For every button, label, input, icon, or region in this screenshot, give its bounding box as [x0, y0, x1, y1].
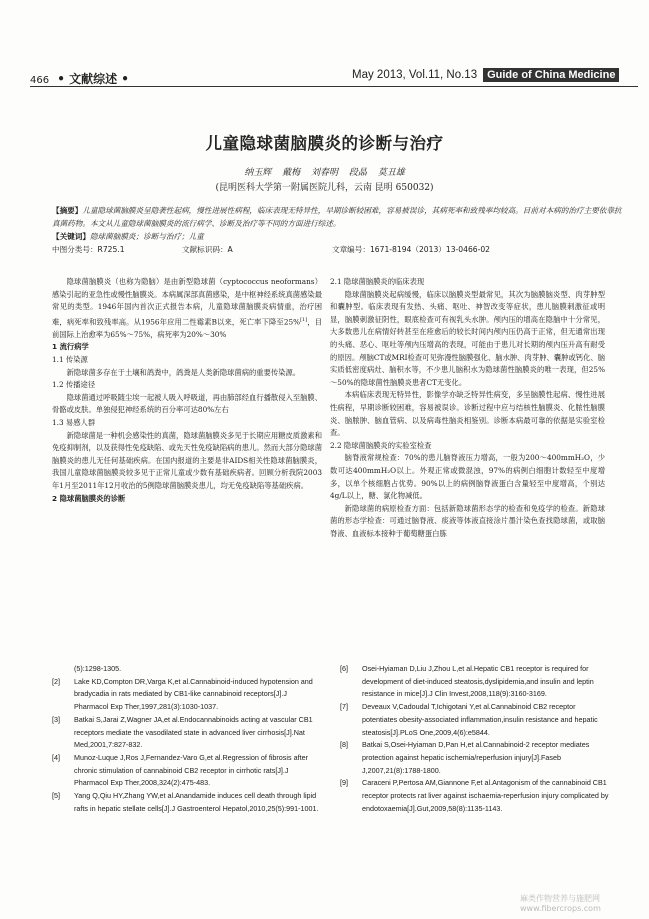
- section-heading: [52, 493, 322, 506]
- reference-item: [340, 701, 610, 739]
- abstract: [52, 204, 622, 230]
- paragraph-text: 1.1 传染源: [52, 354, 88, 364]
- document-code: 文献标识码：A: [182, 245, 233, 254]
- article-authors: 纳玉辉 戴梅 刘春明 段晶 莫丑雄: [244, 168, 405, 178]
- reference-item: [52, 663, 322, 676]
- section-heading: [330, 440, 605, 453]
- reference-number: [9]: [340, 778, 348, 788]
- body-paragraph: [330, 289, 605, 390]
- reference-number: [52, 663, 74, 676]
- body-paragraph: [52, 430, 322, 493]
- references-right: [340, 663, 610, 815]
- header-rule: [30, 86, 638, 87]
- paragraph-text: ，目前国际上治愈率为65%～75%，病死率为20%～30%: [52, 317, 323, 339]
- reference-item: [340, 663, 610, 701]
- reference-text: (5):1298-1305.: [74, 664, 122, 673]
- reference-text: Caraceni P,Pertosa AM,Giannone F,et al.Antagonism of the cannabinoid CB1 receptor protects rat liver against ischaemia-reperfusion injury complicated by endotoxaemia[J].Gut,2009,58(8):1135-1143.: [362, 778, 609, 813]
- paragraph-text: 隐球菌脑膜炎起病缓慢，临床以脑膜炎型最常见，其次为脑膜脑炎型、肉芽肿型和囊肿型。临床表现有发热、头痛、呕吐、神智改变等症状，患儿脑膜刺激征或明显，脑膜刺激征阴性，眼底检查可有视乳头水肿。颅内压的增高在隐脑中十分常见，大多数患儿在病情好转甚至在痊愈后的较长时间内颅内压仍高于正常，但无通常出现的头痛、恶心、呕吐等颅内压增高的表现，可能由于患儿对长期的颅内压升高有耐受的原因。颅脑CT或MRI检查可见弥漫性脑膜强化、脑水肿、肉芽肿、囊肿或钙化、脑实质低密度病灶、脑积水等，不少患儿脑积水为隐球菌性脑膜炎的唯一表现，但25%～50%的隐球菌性脑膜炎患者CT无变化。: [330, 289, 605, 387]
- reference-item: [52, 714, 322, 752]
- section-heading: [330, 276, 605, 289]
- section-heading: [52, 354, 322, 367]
- paragraph-text: 脑脊液常规检查：70%的患儿脑脊液压力增高，一般为200～400mmH₂O，少数可达400mmH₂O以上。外观正常或微混浊，97%的病例白细胞计数轻至中度增多，以单个核细胞占优势。90%以上的病例脑脊液蛋白含量轻至中度增高，个别达4g/L以上，糖、氯化物减低。: [330, 453, 605, 501]
- references-left: [52, 663, 322, 815]
- body-paragraph: [52, 392, 322, 417]
- body-paragraph: [52, 367, 322, 380]
- paragraph-text: 1 流行病学: [52, 342, 89, 352]
- reference-text: Batkai S,Osei-Hyiaman D,Pan H,et al.Cannabinoid-2 receptor mediates protection against hepatic ischemia/reperfusion injury[J].Faseb J,2007,21(8):1788-1800.: [362, 740, 590, 775]
- section-heading: [52, 379, 322, 392]
- section-heading: [52, 417, 322, 430]
- reference-text: Osei-Hyiaman D,Liu J,Zhou L,et al.Hepatic CB1 receptor is required for development of diet-induced steatosis,dyslipidemia,and insulin and leptin resistance in mice[J].J Clin Invest,2008,118(9):3160-3169.: [362, 664, 594, 699]
- reference-number: [3]: [52, 714, 60, 724]
- article-affiliation: (昆明医科大学第一附属医院儿科，云南 昆明 650032): [215, 183, 434, 193]
- paragraph-text: 隐球菌脑膜炎（也称为隐脑）是由新型隐球菌（cyptococcus neoformans）感染引起的亚急性或慢性脑膜炎。本病属深部真菌感染，是中枢神经系统真菌感染最常见的类型。1946年国内首次正式报告本病，儿童隐球菌脑膜炎病情重，治疗困难，病死率和致残率高。从1956年应用二性霉素B以来，死亡率下降至25%: [52, 277, 322, 327]
- reference-text: Batkai S,Jarai Z,Wagner JA,et al.Endocannabinoids acting at vascular CB1 receptors mediate the vasodilated state in advanced liver cirrhosis[J].Nat Med,2001,7:827-832.: [74, 714, 313, 750]
- issue-info: May 2013, Vol.11, No.13: [352, 69, 478, 81]
- reference-item: [52, 752, 322, 790]
- reference-text: Yang Q,Qiu HY,Zhang YW,et al.Anandamide induces cell death through lipid rafts in hepatic stellate cells[J].J Gastroenterol Hepatol,2010,25(5):991-1001.: [74, 791, 319, 813]
- page-header-right: [352, 68, 619, 82]
- reference-item: [340, 777, 610, 815]
- article-title: 儿童隐球菌脑膜炎的诊断与治疗: [205, 134, 444, 153]
- page-number: 466: [30, 75, 50, 86]
- body-column-left: [52, 276, 322, 505]
- reference-number: [4]: [52, 752, 60, 762]
- section-label: • 文献综述 •: [57, 72, 129, 86]
- body-column-right: [330, 276, 605, 540]
- paragraph-text: 新隐球菌的病原检查方面：包括新隐球菌形态学的检查和免疫学的检查。新隐球菌的形态学检查：可通过脑脊液、痰液等体液直接涂片墨汁染色查找隐球菌，或取脑脊液、血液标本接种于葡萄糖蛋白胨: [330, 503, 605, 538]
- body-paragraph: [330, 389, 605, 439]
- paragraph-text: 隐球菌通过呼吸随尘埃一起被人吸入呼吸道，再由肺部经血行播散侵入至脑膜、骨骼或皮肤。单独侵犯神经系统的百分率可达80%左右: [52, 392, 322, 415]
- paragraph-text: 2 隐球菌脑膜炎的诊断: [52, 493, 126, 503]
- reference-number: [7]: [340, 702, 348, 712]
- paragraph-text: 2.2 隐球菌脑膜炎的实验室检查: [330, 440, 432, 450]
- reference-number: [2]: [52, 676, 60, 686]
- paragraph-text: 2.1 隐球菌脑膜炎的临床表现: [330, 277, 425, 286]
- paragraph-text: 1.3 易感人群: [52, 417, 96, 427]
- abstract-label: 【摘要】: [52, 206, 83, 215]
- keywords-label: 【关键词】: [52, 232, 90, 241]
- paragraph-text: 1.2 传播途径: [52, 380, 96, 390]
- body-paragraph: [330, 503, 605, 541]
- body-paragraph: [52, 276, 322, 341]
- abstract-text: 儿童隐球菌脑膜炎呈隐袭性起病，慢性进展性病程，临床表现无特异性，早期诊断较困难，容易被误诊，其病死率和致残率均较高。目前对本病的治疗主要依靠抗真菌药物。本文从儿童隐球菌脑膜炎的流行病学、诊断及治疗等不同的方面进行综述。: [52, 206, 622, 228]
- page-header-left: [30, 70, 129, 87]
- reference-number: [5]: [52, 791, 60, 801]
- reference-item: [340, 739, 610, 777]
- citation-mark: [1]: [300, 316, 308, 323]
- watermark: 麻类作物营养与施肥网 www.fibercrops.com: [520, 894, 601, 913]
- reference-item: [52, 790, 322, 815]
- reference-text: Deveaux V,Cadoudal T,Ichigotani Y,et al.Cannabinoid CB2 receptor potentiates obesity-associated inflammation,insulin resistance and hepatic steatosis[J].PLoS One,2009,4(6):e5844.: [362, 702, 598, 737]
- reference-text: Lake KD,Compton DR,Varga K,et al.Cannabinoid-induced hypotension and bradycadia in rats mediated by CB1-like cannabinoid receptors[J].J Pharmacol Exp Ther,1997,281(3):1030-1037.: [74, 676, 313, 712]
- keywords-text: 隐球菌脑膜炎；诊断与治疗；儿童: [89, 232, 204, 241]
- reference-number: [8]: [340, 740, 348, 750]
- paragraph-text: 新隐球菌多存在于土壤和鸽粪中，鸽粪是人类新隐球菌病的重要传染源。: [66, 367, 301, 377]
- journal-name: Guide of China Medicine: [483, 68, 619, 82]
- reference-text: Munoz-Luque J,Ros J,Fernandez-Varo G,et al.Regression of fibrosis after chronic stimulation of cannabinoid CB2 receptor in cirrhotic rats[J].J Pharmacol Exp Ther,2008,324(2):475-483.: [74, 752, 308, 788]
- section-heading: [52, 341, 322, 354]
- class-number: 中图分类号：R725.1: [52, 245, 125, 254]
- article-number: 文章编号：1671-8194（2013）13-0466-02: [332, 245, 491, 254]
- paragraph-text: 新隐球菌是一种机会感染性的真菌，隐球菌脑膜炎多见于长期应用糖皮质激素和免疫抑制剂，以及获得性免疫缺陷、或先天性免疫缺陷病的患儿。然而大部分隐球菌脑膜炎的患儿无任何基础疾病。在国内报道的主要是非AIDS相关性隐球菌脑膜炎，我国儿童隐球菌脑膜炎较多见于正常儿童或少数有基础疾病者。回顾分析我院2003年1月至2011年12月收治的5例隐球菌脑膜炎患儿，均无免疫缺陷等基础疾病。: [52, 430, 322, 490]
- keywords: [52, 231, 622, 242]
- classification-line: [52, 244, 632, 255]
- reference-number: [6]: [340, 664, 348, 673]
- paragraph-text: 本病临床表现无特异性，影像学亦缺乏特异性病变，多呈脑膜性起病、慢性进展性病程，早期诊断较困难，容易被误诊。诊断过程中应与结核性脑膜炎、化脓性脑膜炎、脑脓肿、脑血管病、以及病毒性脑炎相鉴别。诊断本病最可靠的依据是实验室检查。: [330, 390, 605, 438]
- reference-item: [52, 676, 322, 714]
- body-paragraph: [330, 452, 605, 502]
